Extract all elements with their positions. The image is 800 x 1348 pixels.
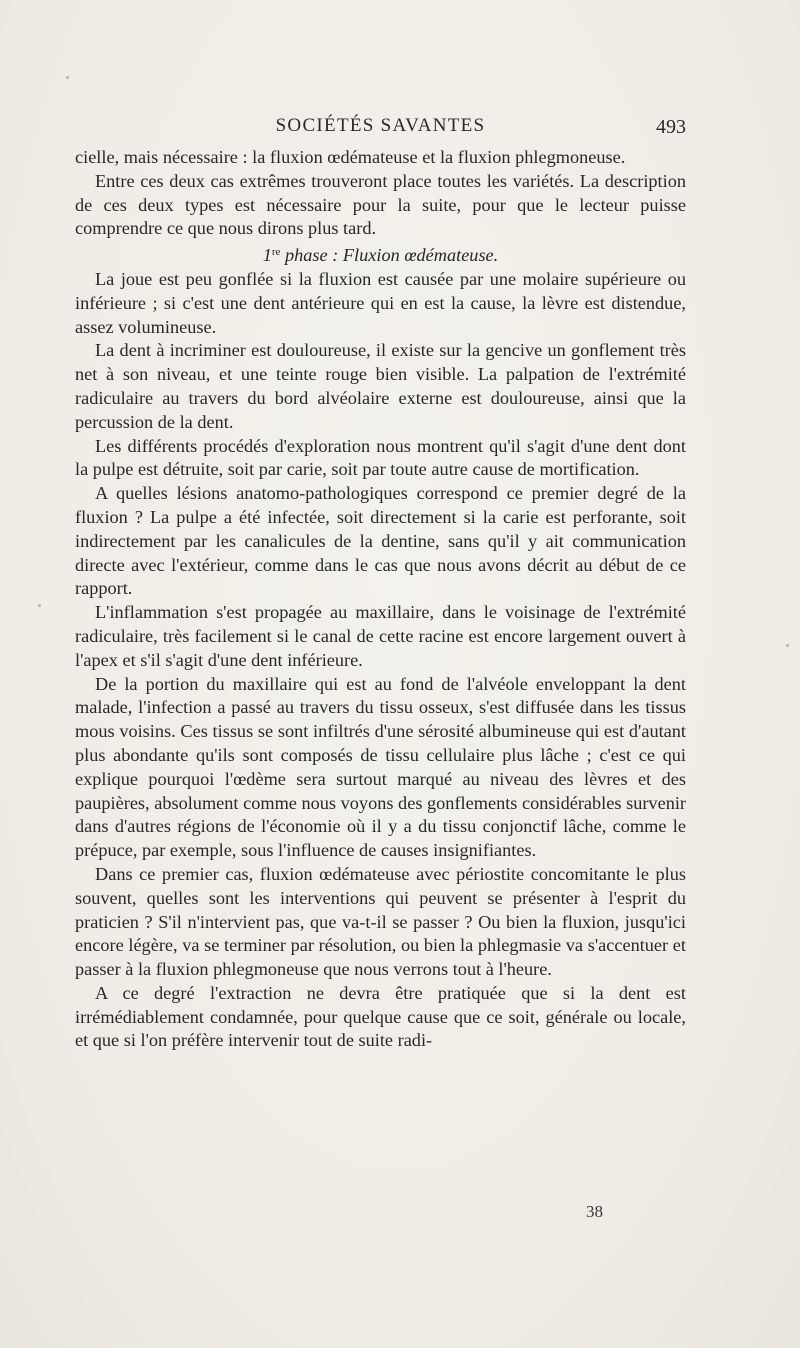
paragraph: Dans ce premier cas, fluxion œdémateuse avec périostite concomitante le plus souvent, quelles sont les interventions qui peuvent se présenter à l'esprit du praticien ? S'il n'intervient pas, que va-t-il se passer ? Ou bien la fluxion, jusqu'ici encore légère, va se terminer par résolution, ou bien la phlegmasie va s'accentuer et passer à la fluxion phlegmoneuse que nous verrons tout à l'heure.: [75, 863, 686, 980]
paragraph: La joue est peu gonflée si la fluxion est causée par une molaire supérieure ou inférieure ; si c'est une dent antérieure qui en est la cause, la lèvre est distendue, assez volumineuse.: [75, 268, 686, 337]
ordinal-suffix: re: [271, 246, 281, 259]
section-number: 1: [262, 245, 272, 266]
margin-speck: [786, 644, 789, 647]
paragraph: cielle, mais nécessaire : la fluxion œdémateuse et la fluxion phlegmoneuse.: [75, 147, 626, 167]
signature-mark: 38: [586, 1202, 603, 1221]
running-head-title: SOCIÉTÉS SAVANTES: [275, 115, 486, 136]
paragraph: La dent à incriminer est douloureuse, il existe sur la gencive un gonflement très net à son niveau, et une teinte rouge bien visible. La palpation de l'extrémité radiculaire au travers du bord alvéolaire externe est douloureuse, ainsi que la percussion de la dent.: [75, 340, 686, 432]
body-text: [75, 146, 686, 1053]
page-number: 493: [656, 116, 686, 138]
paragraph: Entre ces deux cas extrêmes trouveront place toutes les variétés. La description de ces deux types est nécessaire pour la suite, pour que le lecteur puisse comprendre ce que nous dirons plus tard.: [75, 170, 686, 239]
margin-speck: [66, 76, 69, 79]
paragraph: L'inflammation s'est propagée au maxillaire, dans le voisinage de l'extrémité radiculaire, très facilement si le canal de cette racine est encore largement ouvert à l'apex et s'il s'agit d'une dent inférieure.: [75, 602, 686, 670]
paragraph: De la portion du maxillaire qui est au fond de l'alvéole enveloppant la dent malade, l'infection a passé au travers du tissu osseux, s'est diffusée dans les tissus mous voisins. Ces tissus se sont infiltrés d'une sérosité albumineuse qui est d'autant plus abondante qu'ils sont composés de tissu cellulaire plus lâche ; c'est ce qui explique pourquoi l'œdème sera surtout marqué au niveau des lèvres et des paupières, absolument comme nous voyons des gonflements considérables survenir dans d'autres régions de l'économie où il y a du tissu conjonctif lâche, comme le prépuce, par exemple, sous l'influence de causes insignifiantes.: [75, 673, 686, 861]
paragraph: Les différents procédés d'exploration nous montrent qu'il s'agit d'une dent dont la pulpe est détruite, soit par carie, soit par toute autre cause de mortification.: [75, 435, 686, 480]
paragraph: A quelles lésions anatomo-pathologiques correspond ce premier degré de la fluxion ? La pulpe a été infectée, soit directement si la carie est perforante, soit indirectement par les canalicules de la dentine, sans qu'il y ait communication directe avec l'extérieur, comme dans le cas que nous avons décrit au début de ce rapport.: [75, 483, 686, 599]
section-title: phase : Fluxion œdémateuse.: [280, 245, 499, 266]
paragraph: A ce degré l'extraction ne devra être pratiquée que si la dent est irrémédiablement condamnée, pour quelque cause que ce soit, générale ou locale, et que si l'on préfère intervenir tout de suite radi-: [75, 982, 686, 1051]
section-heading: [75, 241, 686, 268]
margin-speck: [38, 604, 41, 607]
running-head: [75, 112, 686, 142]
